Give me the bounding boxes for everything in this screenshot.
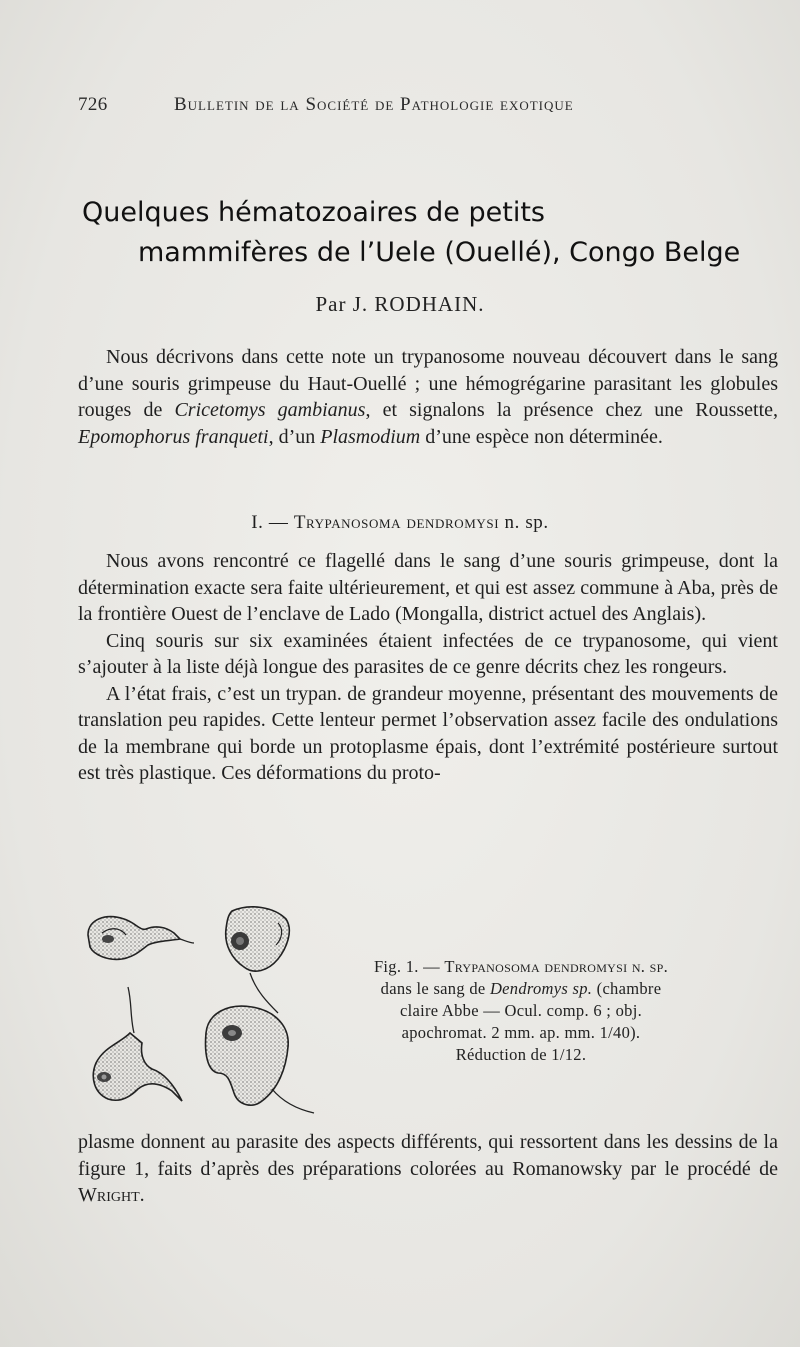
genus-plasmodium: Plasmodium xyxy=(320,425,421,448)
body-paragraph-2: Cinq souris sur six examinées étaient infectées de ce trypanosome, qui vient s’ajouter à la liste déjà longue des parasites de ce genre décrits chez les rongeurs. xyxy=(78,629,778,678)
continued-text: plasme donnent au parasite des aspects différents, qui ressortent dans les dessins de la figure 1, faits d’après des préparations colorées au Romanowsky par le procédé de Wright. xyxy=(78,1131,778,1206)
trypanosome-drawing-3 xyxy=(93,1033,182,1101)
intro-paragraph: Nous décrivons dans cette note un trypanosome nouveau découvert dans le sang d’une souris grimpeuse du Haut-Ouellé ; une hémogrégarine parasitant les globules rouges de Cricetomys gambianus, et signalons la présence chez une Roussette, Epomophorus franqueti, d’un Plasmodium d’une espèce non déterminée. xyxy=(78,346,778,448)
caption-line-2: dans le sang de Dendromys sp. (chambre xyxy=(380,979,662,998)
caption-line-1: Fig. 1. — Trypanosoma dendromysi n. sp. xyxy=(373,957,669,976)
body-paragraph-3: A l’état frais, c’est un trypan. de grandeur moyenne, présentant des mouvements de translation peu rapides. Cette lenteur permet l’observation assez facile des ondulations de la membrane qui borde un protoplasme épais, dont l’extrémité postérieure surtout est très plastique. Ces déformations du proto- xyxy=(78,682,778,784)
species-epomophorus: Epomophorus franqueti xyxy=(78,425,269,448)
journal-title: Bulletin de la Société de Pathologie exotique xyxy=(174,94,574,115)
article-title xyxy=(82,193,742,273)
section-heading xyxy=(0,512,800,534)
flagellum-line xyxy=(128,987,134,1033)
body-paragraph-1: Nous avons rencontré ce flagellé dans le sang d’une souris grimpeuse, dont la détermination exacte sera faite ultérieurement, et qui est assez commune à Aba, près de la frontière Ouest de l’enclave de Lado (Mongalla, district actuel des Anglais). xyxy=(78,550,778,625)
continued-paragraph xyxy=(78,1129,778,1209)
figure-caption xyxy=(316,956,726,1066)
section-suffix: n. sp. xyxy=(504,512,549,533)
caption-line-3: claire Abbe — Ocul. comp. 6 ; obj. xyxy=(399,1001,643,1020)
trypanosome-drawings xyxy=(82,905,327,1120)
species-cricetomys: Cricetomys gambianus xyxy=(174,399,366,421)
caption-line-4: apochromat. 2 mm. ap. mm. 1/40). xyxy=(401,1023,641,1042)
section-species-name: Trypanosoma dendromysi xyxy=(293,512,500,533)
trypanosome-drawing-4 xyxy=(206,1006,315,1113)
intro-section xyxy=(78,344,778,450)
trypanosome-drawing-2 xyxy=(226,907,290,1013)
author-wright: Wright xyxy=(78,1184,140,1206)
running-head xyxy=(78,94,728,124)
caption-line-5: Réduction de 1/12. xyxy=(455,1045,587,1064)
page-number: 726 xyxy=(78,94,108,115)
section-body xyxy=(78,548,778,787)
trypanosome-drawing-1 xyxy=(88,917,194,960)
author-byline: Par J. RODHAIN. xyxy=(315,292,485,316)
section-number: I. — xyxy=(251,512,289,533)
title-line-1: Quelques hématozoaires de petits xyxy=(82,197,545,228)
title-line-2: mammifères de l’Uele (Ouellé), Congo Belge xyxy=(138,237,741,268)
